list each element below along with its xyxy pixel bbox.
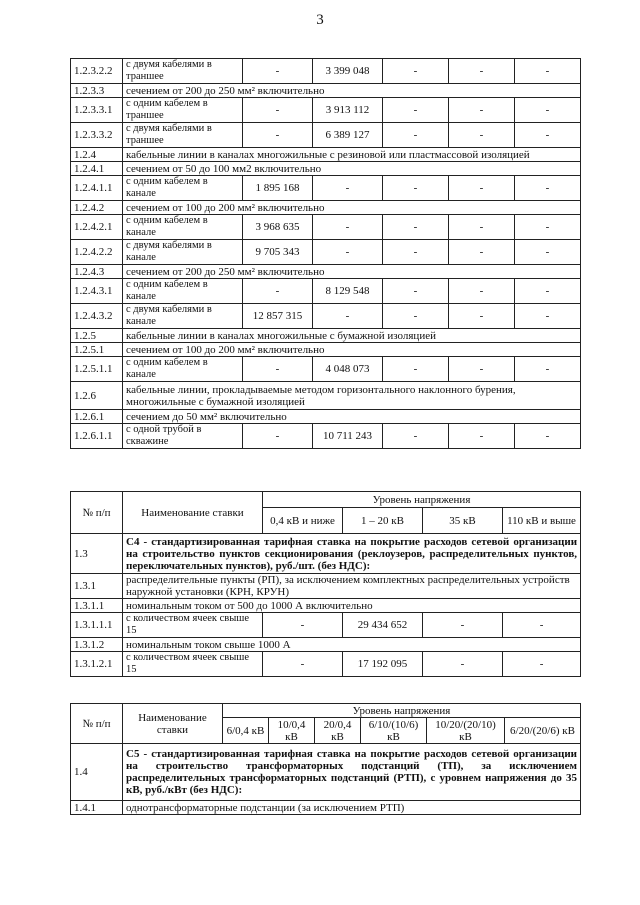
row-code: 1.3.1.2.1 <box>71 652 123 677</box>
row-value: - <box>515 357 581 382</box>
row-name: с двумя кабелями в канале <box>123 240 243 265</box>
header-voltage-level: Уровень напряжения <box>223 704 581 718</box>
table-row <box>71 176 581 201</box>
row-value: 3 399 048 <box>313 59 383 84</box>
row-value: - <box>515 424 581 449</box>
row-name: кабельные линии в каналах многожильные с резиновой или пластмассовой изоляцией <box>123 148 581 162</box>
table-row <box>71 148 581 162</box>
row-code: 1.2.4.3.2 <box>71 304 123 329</box>
row-value: - <box>243 424 313 449</box>
row-name: сечением от 50 до 100 мм2 включительно <box>123 162 581 176</box>
row-code: 1.4.1 <box>71 801 123 815</box>
row-name: С4 - стандартизированная тарифная ставка на покрытие расходов сетевой организации на строительство пунктов секционирования (реклоузеров, распределительных пунктов, переключательных пунктов), руб./шт. (без НДС): <box>123 534 581 574</box>
row-name: с одним кабелем в канале <box>123 215 243 240</box>
row-value: 3 913 112 <box>313 98 383 123</box>
rates-table-c5 <box>70 703 581 815</box>
row-code: 1.3.1 <box>71 574 123 599</box>
table-row <box>71 215 581 240</box>
header-num: № п/п <box>71 492 123 534</box>
table-row <box>71 613 581 638</box>
table-row <box>71 357 581 382</box>
table-row <box>71 744 581 801</box>
row-code: 1.2.4.3.1 <box>71 279 123 304</box>
row-name: с количеством ячеек свыше 15 <box>123 613 263 638</box>
table-row <box>71 201 581 215</box>
row-value: - <box>383 98 449 123</box>
row-value: - <box>383 123 449 148</box>
row-value: - <box>243 59 313 84</box>
row-name: С5 - стандартизированная тарифная ставка на покрытие расходов сетевой организации на строительство трансформаторных подстанций (ТП), за исключением распределительных трансформаторных подстанций (РТП), с уровнем напряжения до 35 кВ, руб./кВт (без НДС): <box>123 744 581 801</box>
row-value: - <box>515 215 581 240</box>
table-row <box>71 410 581 424</box>
row-name: с одним кабелем в траншее <box>123 98 243 123</box>
row-value: 6 389 127 <box>313 123 383 148</box>
row-name: сечением от 100 до 200 мм² включительно <box>123 343 581 357</box>
row-name: сечением от 100 до 200 мм² включительно <box>123 201 581 215</box>
row-code: 1.2.6.1 <box>71 410 123 424</box>
header-col-2: 1 – 20 кВ <box>343 508 423 534</box>
row-name: с количеством ячеек свыше 15 <box>123 652 263 677</box>
table-row <box>71 382 581 410</box>
table-row <box>71 329 581 343</box>
row-name: сечением от 200 до 250 мм² включительно <box>123 265 581 279</box>
row-value: - <box>449 240 515 265</box>
row-value: 3 968 635 <box>243 215 313 240</box>
row-value: - <box>449 215 515 240</box>
header-voltage-level: Уровень напряжения <box>263 492 581 508</box>
row-value: - <box>383 357 449 382</box>
row-value: - <box>383 215 449 240</box>
row-value: - <box>263 652 343 677</box>
table-row <box>71 279 581 304</box>
table-row <box>71 162 581 176</box>
row-value: - <box>449 176 515 201</box>
table-row <box>71 638 581 652</box>
table-row <box>71 574 581 599</box>
row-value: - <box>383 176 449 201</box>
table-row <box>71 59 581 84</box>
row-code: 1.2.4.2.1 <box>71 215 123 240</box>
row-value: - <box>243 279 313 304</box>
row-code: 1.2.3.3.1 <box>71 98 123 123</box>
row-name: с одним кабелем в канале <box>123 279 243 304</box>
row-value: - <box>449 59 515 84</box>
header-col-3: 35 кВ <box>423 508 503 534</box>
row-value: 10 711 243 <box>313 424 383 449</box>
rates-table-c4 <box>70 491 581 677</box>
row-code: 1.2.5.1 <box>71 343 123 357</box>
header-num: № п/п <box>71 704 123 744</box>
row-value: - <box>243 98 313 123</box>
table-row <box>71 801 581 815</box>
header-col-1: 6/0,4 кВ <box>223 718 269 744</box>
page-number: 3 <box>316 12 324 28</box>
row-code: 1.2.3.2.2 <box>71 59 123 84</box>
row-value: - <box>449 123 515 148</box>
row-value: - <box>515 240 581 265</box>
row-name: с одним кабелем в канале <box>123 176 243 201</box>
row-value: - <box>515 279 581 304</box>
row-name: сечением до 50 мм² включительно <box>123 410 581 424</box>
row-value: - <box>313 176 383 201</box>
table-row <box>71 265 581 279</box>
table-row <box>71 123 581 148</box>
row-value: - <box>449 357 515 382</box>
row-value: 8 129 548 <box>313 279 383 304</box>
row-name: с одной трубой в скважине <box>123 424 243 449</box>
table-row <box>71 98 581 123</box>
row-code: 1.3.1.1.1 <box>71 613 123 638</box>
row-value: - <box>383 304 449 329</box>
row-value: - <box>243 123 313 148</box>
row-name: номинальным током свыше 1000 А <box>123 638 581 652</box>
header-col-1: 0,4 кВ и ниже <box>263 508 343 534</box>
row-code: 1.2.4.2.2 <box>71 240 123 265</box>
row-value: - <box>313 215 383 240</box>
row-code: 1.4 <box>71 744 123 801</box>
header-col-3: 20/0,4 кВ <box>315 718 361 744</box>
row-code: 1.3 <box>71 534 123 574</box>
row-value: - <box>383 240 449 265</box>
row-value: - <box>423 613 503 638</box>
header-col-5: 10/20/(20/10) кВ <box>427 718 505 744</box>
row-value: 9 705 343 <box>243 240 313 265</box>
row-value: - <box>515 304 581 329</box>
row-value: - <box>449 279 515 304</box>
row-value: - <box>515 176 581 201</box>
row-value: - <box>423 652 503 677</box>
row-value: 29 434 652 <box>343 613 423 638</box>
row-value: - <box>515 123 581 148</box>
row-code: 1.2.3.3 <box>71 84 123 98</box>
table-row <box>71 424 581 449</box>
table-row <box>71 652 581 677</box>
table-row <box>71 304 581 329</box>
header-name: Наименование ставки <box>123 704 223 744</box>
table-row <box>71 343 581 357</box>
header-col-2: 10/0,4 кВ <box>269 718 315 744</box>
row-value: 12 857 315 <box>243 304 313 329</box>
row-code: 1.2.6 <box>71 382 123 410</box>
row-value: 4 048 073 <box>313 357 383 382</box>
row-code: 1.2.5 <box>71 329 123 343</box>
row-name: с двумя кабелями в канале <box>123 304 243 329</box>
row-name: кабельные линии, прокладываемые методом горизонтального наклонного бурения, многожильные с бумажной изоляцией <box>123 382 581 410</box>
row-name: однотрансформаторные подстанции (за исключением РТП) <box>123 801 581 815</box>
row-value: 17 192 095 <box>343 652 423 677</box>
row-code: 1.2.5.1.1 <box>71 357 123 382</box>
row-name: сечением от 200 до 250 мм² включительно <box>123 84 581 98</box>
row-name: с двумя кабелями в траншее <box>123 59 243 84</box>
row-value: - <box>515 59 581 84</box>
row-code: 1.3.1.1 <box>71 599 123 613</box>
table-row <box>71 84 581 98</box>
row-code: 1.2.4.3 <box>71 265 123 279</box>
row-code: 1.2.4.2 <box>71 201 123 215</box>
row-code: 1.2.4.1 <box>71 162 123 176</box>
row-value: - <box>383 59 449 84</box>
row-name: с одним кабелем в канале <box>123 357 243 382</box>
table-row <box>71 599 581 613</box>
row-value: - <box>383 424 449 449</box>
row-value: - <box>503 613 581 638</box>
table-row <box>71 534 581 574</box>
header-name: Наименование ставки <box>123 492 263 534</box>
row-value: - <box>313 240 383 265</box>
row-code: 1.2.3.3.2 <box>71 123 123 148</box>
row-code: 1.2.6.1.1 <box>71 424 123 449</box>
row-value: - <box>503 652 581 677</box>
row-value: - <box>449 98 515 123</box>
row-code: 1.3.1.2 <box>71 638 123 652</box>
row-name: с двумя кабелями в траншее <box>123 123 243 148</box>
row-code: 1.2.4.1.1 <box>71 176 123 201</box>
row-value: - <box>449 304 515 329</box>
row-value: - <box>515 98 581 123</box>
row-value: - <box>383 279 449 304</box>
header-col-6: 6/20/(20/6) кВ <box>505 718 581 744</box>
row-value: - <box>313 304 383 329</box>
row-value: 1 895 168 <box>243 176 313 201</box>
row-code: 1.2.4 <box>71 148 123 162</box>
row-name: кабельные линии в каналах многожильные с бумажной изоляцией <box>123 329 581 343</box>
row-value: - <box>449 424 515 449</box>
rates-table-cable-lines <box>70 58 581 449</box>
header-col-4: 110 кВ и выше <box>503 508 581 534</box>
row-name: номинальным током от 500 до 1000 А включительно <box>123 599 581 613</box>
table-row <box>71 240 581 265</box>
row-value: - <box>263 613 343 638</box>
row-name: распределительные пункты (РП), за исключением комплектных распределительных устройств наружной установки (КРН, КРУН) <box>123 574 581 599</box>
row-value: - <box>243 357 313 382</box>
header-col-4: 6/10/(10/6) кВ <box>361 718 427 744</box>
